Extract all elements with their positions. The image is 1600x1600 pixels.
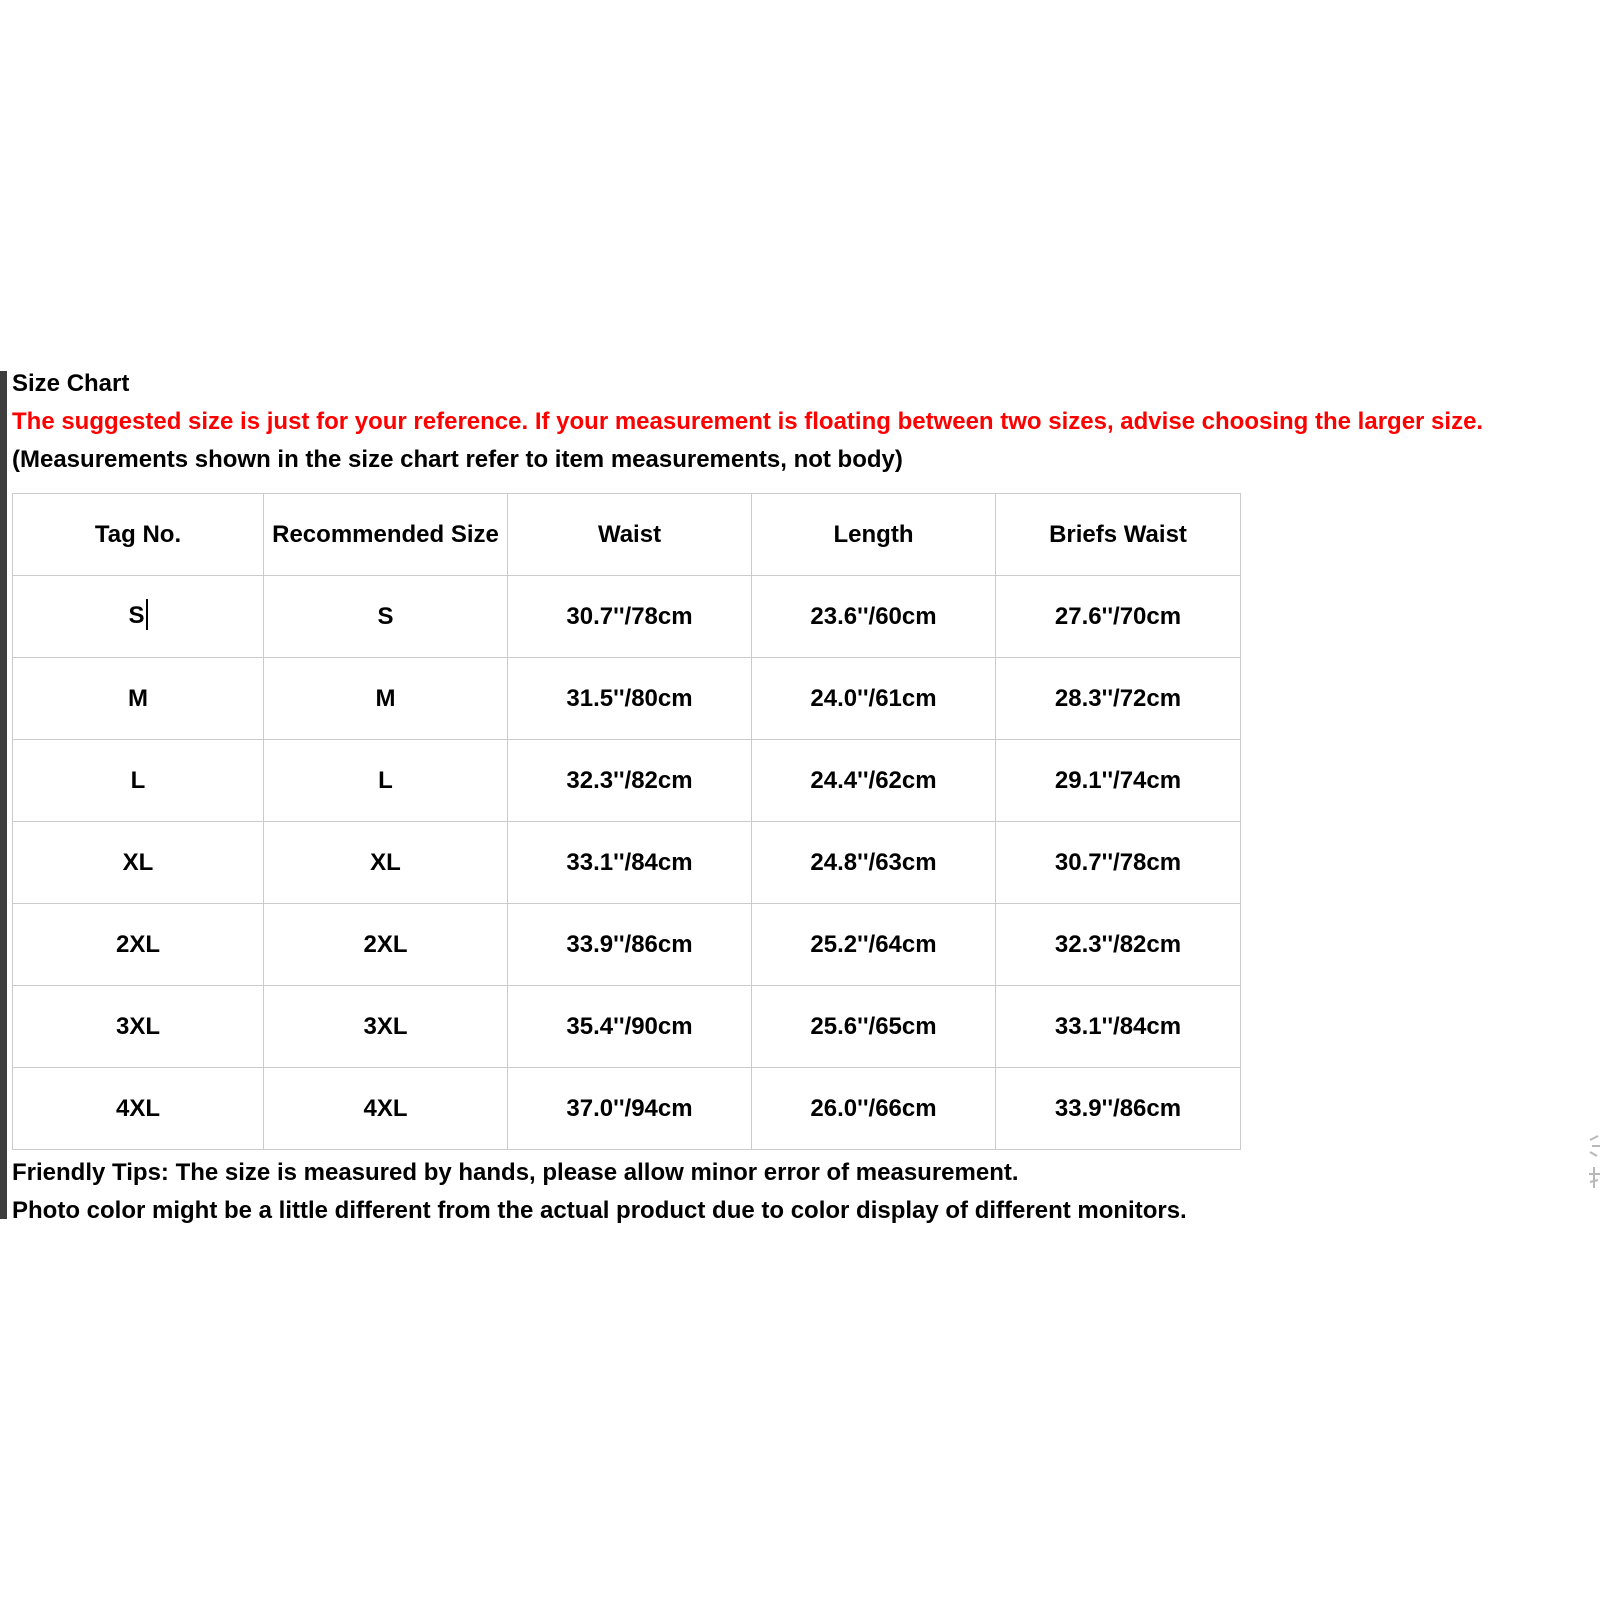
column-header-recommended-size: Recommended Size xyxy=(264,494,508,576)
column-header-briefs-waist: Briefs Waist xyxy=(996,494,1241,576)
cell-briefs-waist-l: 29.1''/74cm xyxy=(996,740,1241,822)
column-header-length: Length xyxy=(752,494,996,576)
cell-length-4xl: 26.0''/66cm xyxy=(752,1068,996,1150)
cell-waist-4xl: 37.0''/94cm xyxy=(508,1068,752,1150)
table-row-xl xyxy=(13,822,1241,904)
cell-briefs-waist-m: 28.3''/72cm xyxy=(996,658,1241,740)
cell-briefs-waist-s: 27.6''/70cm xyxy=(996,576,1241,658)
cell-waist-3xl: 35.4''/90cm xyxy=(508,986,752,1068)
photo-color-note-line: Photo color might be a little different from the actual product due to color display of different monitors. xyxy=(12,1197,1187,1224)
cell-recommended-2xl: 2XL xyxy=(264,904,508,986)
table-row-2xl xyxy=(13,904,1241,986)
measurement-note: (Measurements shown in the size chart refer to item measurements, not body) xyxy=(12,446,903,473)
left-edge-bar xyxy=(0,371,7,1219)
cell-recommended-3xl: 3XL xyxy=(264,986,508,1068)
cell-length-m: 24.0''/61cm xyxy=(752,658,996,740)
text-caret xyxy=(146,599,148,630)
cell-length-s: 23.6''/60cm xyxy=(752,576,996,658)
cell-briefs-waist-xl: 30.7''/78cm xyxy=(996,822,1241,904)
cell-tag-no-s[interactable] xyxy=(13,576,264,658)
cell-recommended-xl: XL xyxy=(264,822,508,904)
table-row-3xl xyxy=(13,986,1241,1068)
cell-tag-no-4xl: 4XL xyxy=(13,1068,264,1150)
cell-waist-xl: 33.1''/84cm xyxy=(508,822,752,904)
size-chart-table xyxy=(12,493,1241,1150)
cell-tag-no-3xl: 3XL xyxy=(13,986,264,1068)
size-chart-title: Size Chart xyxy=(12,370,130,397)
table-header-row xyxy=(13,494,1241,576)
cell-recommended-m: M xyxy=(264,658,508,740)
cell-briefs-waist-3xl: 33.1''/84cm xyxy=(996,986,1241,1068)
cell-recommended-4xl: 4XL xyxy=(264,1068,508,1150)
cell-tag-no-2xl: 2XL xyxy=(13,904,264,986)
column-header-tag-no: Tag No. xyxy=(13,494,264,576)
cell-tag-no-l: L xyxy=(13,740,264,822)
size-suggestion-notice: The suggested size is just for your reference. If your measurement is floating between two sizes, advise choosing the larger size. xyxy=(12,408,1484,435)
cell-length-3xl: 25.6''/65cm xyxy=(752,986,996,1068)
cell-waist-2xl: 33.9''/86cm xyxy=(508,904,752,986)
cell-waist-l: 32.3''/82cm xyxy=(508,740,752,822)
table-row-m xyxy=(13,658,1241,740)
table-row-l xyxy=(13,740,1241,822)
cell-waist-m: 31.5''/80cm xyxy=(508,658,752,740)
watermark-fragment xyxy=(1588,1133,1600,1193)
cell-waist-s: 30.7''/78cm xyxy=(508,576,752,658)
table-row-4xl xyxy=(13,1068,1241,1150)
cell-recommended-l: L xyxy=(264,740,508,822)
cell-briefs-waist-2xl: 32.3''/82cm xyxy=(996,904,1241,986)
cell-length-xl: 24.8''/63cm xyxy=(752,822,996,904)
cell-length-l: 24.4''/62cm xyxy=(752,740,996,822)
friendly-tips-line: Friendly Tips: The size is measured by hands, please allow minor error of measurement. xyxy=(12,1159,1019,1186)
cell-tag-no-m: M xyxy=(13,658,264,740)
cell-tag-no-xl: XL xyxy=(13,822,264,904)
cell-recommended-s: S xyxy=(264,576,508,658)
cell-length-2xl: 25.2''/64cm xyxy=(752,904,996,986)
cell-text: S xyxy=(128,601,145,629)
table-row-s xyxy=(13,576,1241,658)
column-header-waist: Waist xyxy=(508,494,752,576)
cell-briefs-waist-4xl: 33.9''/86cm xyxy=(996,1068,1241,1150)
